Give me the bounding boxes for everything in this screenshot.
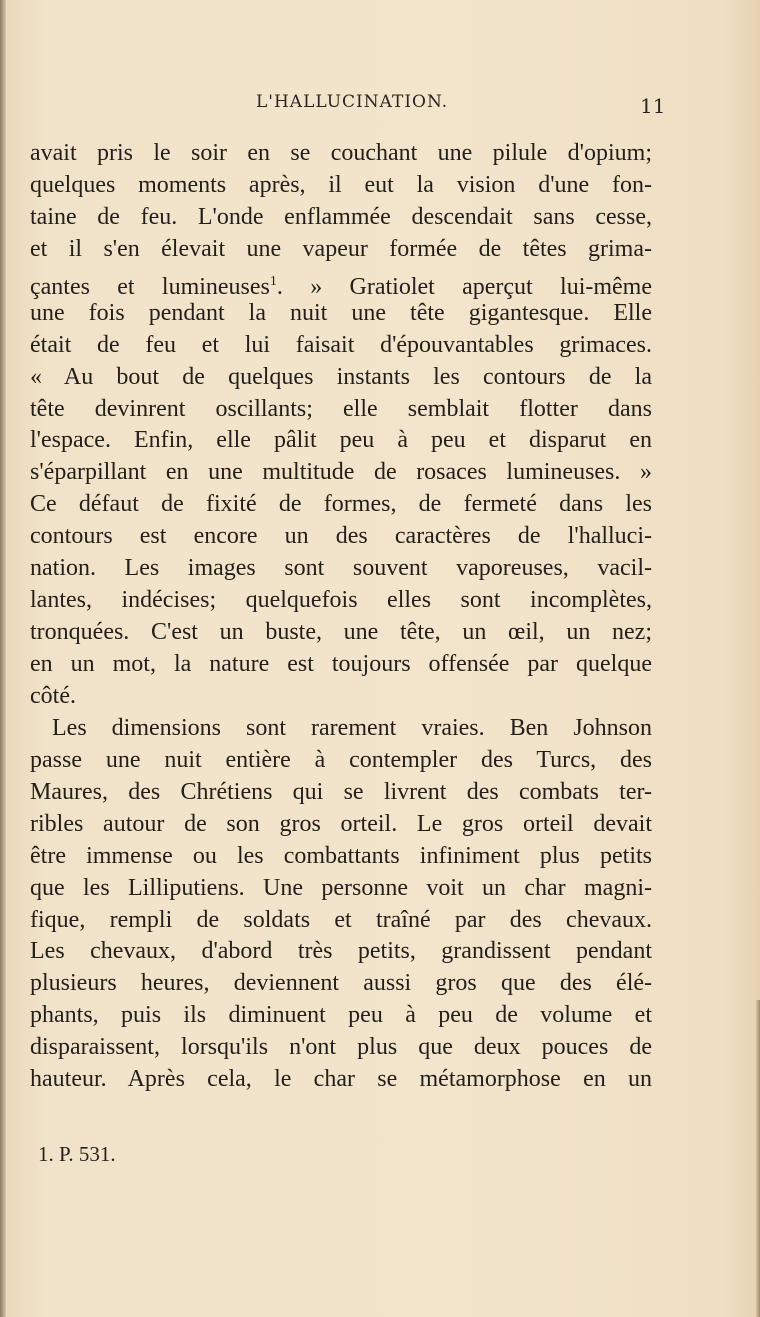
text-line: Maures, des Chrétiens qui se livrent des combats ter- bbox=[30, 778, 652, 805]
running-head: L'HALLUCINATION. bbox=[256, 92, 449, 112]
text-line: lantes, indécises; quelquefois elles sont incomplètes, bbox=[30, 587, 652, 614]
text-fragment: . » Gratiolet aperçut lui-même bbox=[276, 273, 652, 300]
text-line: être immense ou les combattants infiniment plus petits bbox=[30, 842, 652, 869]
text-line: que les Lilliputiens. Une personne voit un char magni- bbox=[30, 874, 652, 901]
text-line: côté. bbox=[30, 682, 76, 709]
body-text bbox=[30, 138, 652, 1096]
text-line: « Au bout de quelques instants les contours de la bbox=[30, 363, 652, 390]
text-line bbox=[30, 266, 652, 298]
text-line: ribles autour de son gros orteil. Le gros orteil devait bbox=[30, 810, 652, 837]
text-line: quelques moments après, il eut la vision d'une fon- bbox=[30, 171, 652, 198]
text-line: une fois pendant la nuit une tête gigantesque. Elle bbox=[30, 299, 652, 326]
text-line: phants, puis ils diminuent peu à peu de volume et bbox=[30, 1002, 652, 1029]
page-edge-right bbox=[756, 1000, 760, 1317]
text-line: fique, rempli de soldats et traîné par des chevaux. bbox=[30, 906, 652, 933]
text-line: et il s'en élevait une vapeur formée de têtes grima- bbox=[30, 235, 652, 262]
text-line: disparaissent, lorsqu'ils n'ont plus que deux pouces de bbox=[30, 1034, 652, 1061]
text-line: hauteur. Après cela, le char se métamorphose en un bbox=[30, 1066, 652, 1093]
footnote: 1. P. 531. bbox=[38, 1142, 116, 1166]
page-edge-left bbox=[0, 0, 6, 1317]
text-line: était de feu et lui faisait d'épouvantables grimaces. bbox=[30, 331, 652, 358]
text-line: passe une nuit entière à contempler des Turcs, des bbox=[30, 746, 652, 773]
text-line: Les chevaux, d'abord très petits, grandissent pendant bbox=[30, 938, 652, 965]
text-line: plusieurs heures, deviennent aussi gros que des élé- bbox=[30, 970, 652, 997]
text-line: nation. Les images sont souvent vaporeuses, vacil- bbox=[30, 555, 652, 582]
text-line: s'éparpillant en une multitude de rosaces lumineuses. » bbox=[30, 459, 652, 486]
text-line: contours est encore un des caractères de l'halluci- bbox=[30, 523, 652, 550]
text-line: Les dimensions sont rarement vraies. Ben Johnson bbox=[52, 714, 652, 741]
text-fragment: çantes et lumineuses bbox=[30, 273, 270, 300]
text-line: l'espace. Enfin, elle pâlit peu à peu et disparut en bbox=[30, 427, 652, 454]
text-line: taine de feu. L'onde enflammée descendait sans cesse, bbox=[30, 203, 652, 230]
text-line: Ce défaut de fixité de formes, de fermeté dans les bbox=[30, 491, 652, 518]
footnote-ref: 1 bbox=[269, 273, 277, 289]
text-line: tête devinrent oscillants; elle semblait flotter dans bbox=[30, 395, 652, 422]
text-line: en un mot, la nature est toujours offensée par quelque bbox=[30, 651, 652, 677]
text-line: tronquées. C'est un buste, une tête, un œil, un nez; bbox=[30, 619, 652, 646]
page-number: 11 bbox=[640, 94, 666, 118]
text-line: avait pris le soir en se couchant une pilule d'opium; bbox=[30, 140, 652, 166]
